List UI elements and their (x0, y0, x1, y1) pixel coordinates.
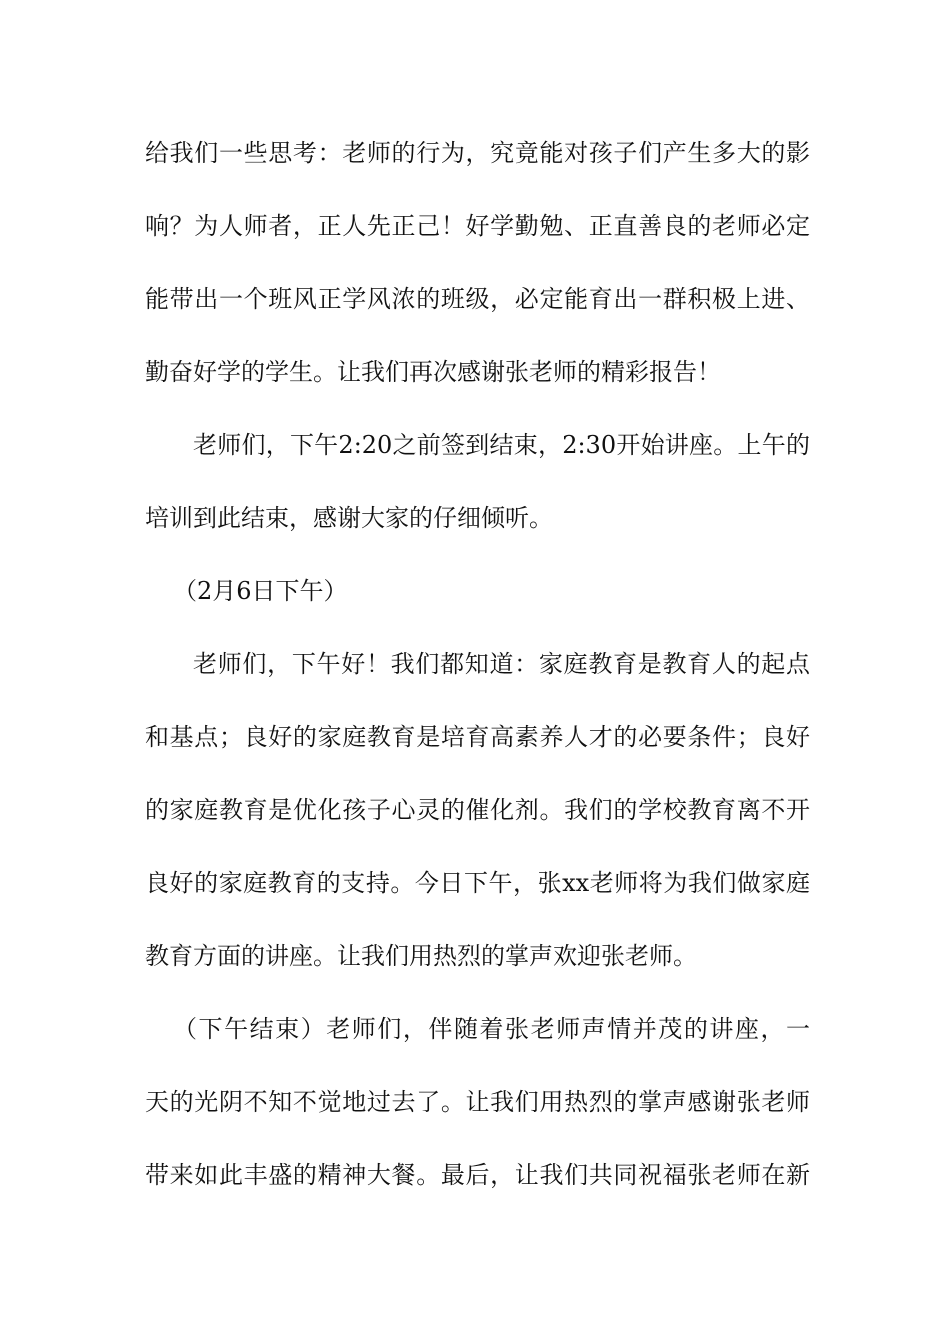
text-line: 勤奋好学的学生。让我们再次感谢张老师的精彩报告！ (145, 358, 721, 386)
text-line: 培训到此结束，感谢大家的仔细倾听。 (145, 504, 553, 532)
text-line: 响？为人师者，正人先正己！好学勤勉、正直善良的老师必定 (145, 212, 810, 240)
text-line: 老师们，下午2:20之前签到结束，2:30开始讲座。上午的 (193, 431, 810, 459)
text-line: 带来如此丰盛的精神大餐。最后，让我们共同祝福张老师在新 (145, 1161, 810, 1189)
text-line: 天的光阴不知不觉地过去了。让我们用热烈的掌声感谢张老师 (145, 1088, 810, 1116)
text-line: （下午结束）老师们，伴随着张老师声情并茂的讲座，一 (173, 1015, 810, 1043)
text-line: 良好的家庭教育的支持。今日下午，张xx老师将为我们做家庭 (145, 869, 810, 897)
text-line: 能带出一个班风正学风浓的班级，必定能育出一群积极上进、 (145, 285, 810, 313)
text-line: 的家庭教育是优化孩子心灵的催化剂。我们的学校教育离不开 (145, 796, 810, 824)
section-heading: （2月6日下午） (173, 577, 348, 605)
text-line: 教育方面的讲座。让我们用热烈的掌声欢迎张老师。 (145, 942, 697, 970)
text-line: 老师们，下午好！我们都知道：家庭教育是教育人的起点 (193, 650, 810, 678)
text-line: 给我们一些思考：老师的行为，究竟能对孩子们产生多大的影 (145, 139, 810, 167)
text-line: 和基点；良好的家庭教育是培育高素养人才的必要条件；良好 (145, 723, 810, 751)
